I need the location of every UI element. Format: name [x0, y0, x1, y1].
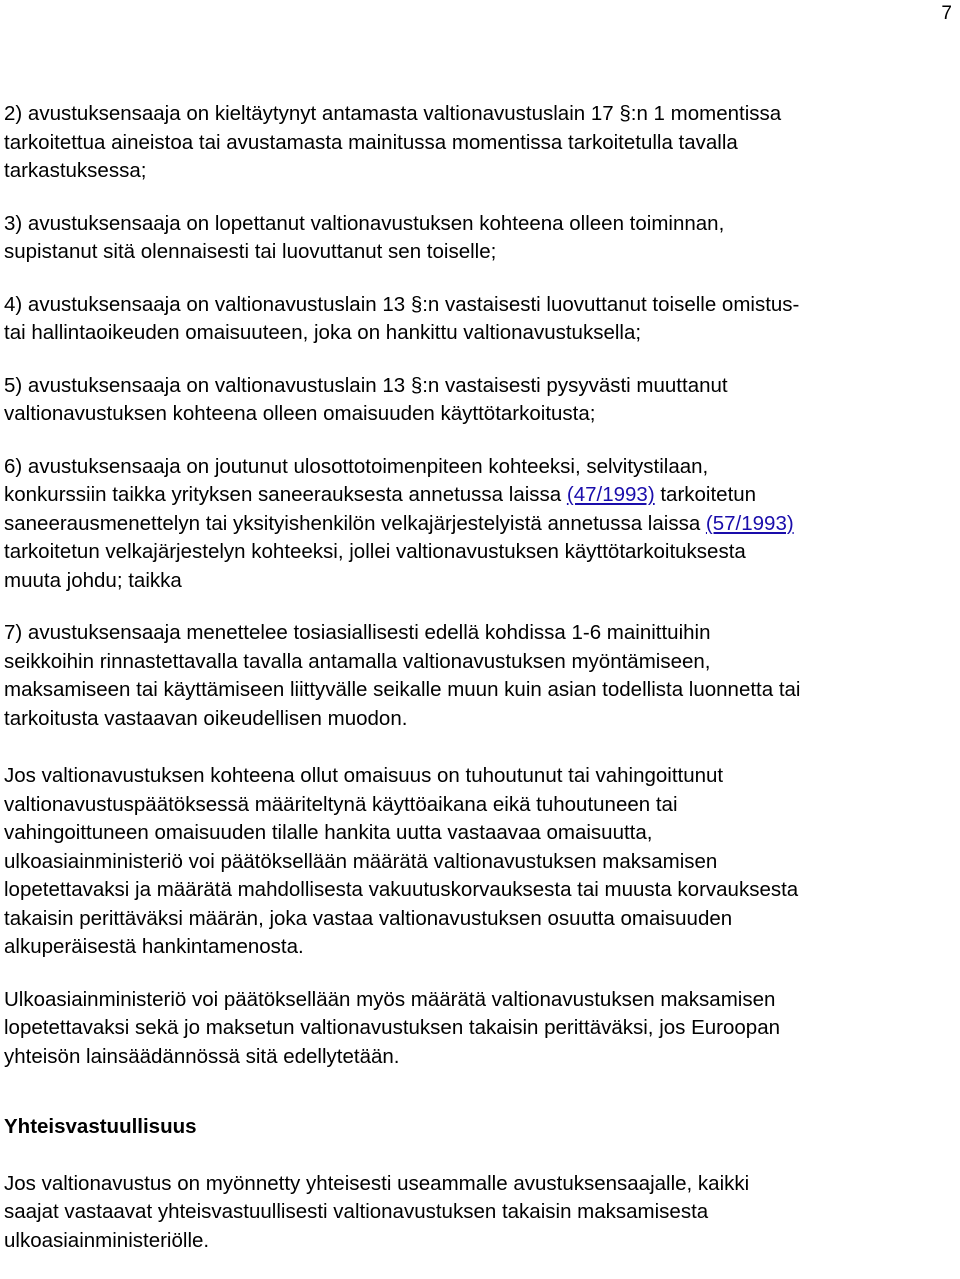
- paragraph-line: yhteisön lainsäädännössä sitä edellytetään.: [4, 1044, 400, 1068]
- paragraph-line: valtionavustuspäätöksessä määriteltynä käyttöaikana eikä tuhoutuneen tai: [4, 792, 678, 816]
- text-fragment: tarkoitetun: [654, 483, 757, 506]
- list-item-4-line: tai hallintaoikeuden omaisuuteen, joka on hankittu valtionavustuksella;: [4, 321, 642, 344]
- paragraph-line: lopetettavaksi sekä jo maksetun valtionavustuksen takaisin perittäväksi, jos Euroopan: [4, 1016, 781, 1039]
- page-number: 7: [941, 3, 952, 24]
- list-item-5: [4, 372, 956, 429]
- list-item-6-line: [4, 481, 956, 510]
- paragraph-line: ulkoasiainministeriölle.: [4, 1228, 210, 1252]
- list-item-2-line: tarkastuksessa;: [4, 159, 147, 182]
- paragraph-line: Ulkoasiainministeriö voi päätöksellään myös määrätä valtionavustuksen maksamisen: [4, 987, 776, 1011]
- paragraph-line: Jos valtionavustuksen kohteena ollut omaisuus on tuhoutunut tai vahingoittunut: [4, 764, 724, 787]
- paragraph-line: Jos valtionavustus on myönnetty yhteisesti useammalle avustuksensaajalle, kaikki: [4, 1171, 750, 1195]
- text-fragment: saneerausmenettelyn tai yksityishenkilön velkajärjestelyistä annetussa laissa: [4, 511, 706, 535]
- list-item-7-line: tarkoitusta vastaavan oikeudellisen muodon.: [4, 706, 408, 730]
- paragraph-line: ulkoasiainministeriö voi päätöksellään määrätä valtionavustuksen maksamisen: [4, 849, 718, 873]
- paragraph-line: saajat vastaavat yhteisvastuullisesti valtionavustuksen takaisin maksamisesta: [4, 1200, 709, 1223]
- paragraph-line: alkuperäisestä hankintamenosta.: [4, 935, 304, 958]
- paragraph-destroyed-property: [4, 762, 956, 962]
- document-body: [4, 100, 956, 1279]
- list-item-6-line: muuta johdu; taikka: [4, 568, 182, 592]
- list-item-7-line: 7) avustuksensaaja menettelee tosiasiallisesti edellä kohdissa 1-6 mainittuihin: [4, 621, 711, 644]
- list-item-2-line: tarkoitettua aineistoa tai avustamasta mainitussa momentissa tarkoitetulla tavalla: [4, 130, 738, 154]
- list-item-7-line: seikkoihin rinnastettavalla tavalla antamalla valtionavustuksen myöntämiseen,: [4, 649, 711, 673]
- section-heading: Yhteisvastuullisuus: [4, 1115, 197, 1138]
- list-item-4-line: 4) avustuksensaaja on valtionavustuslain 13 §:n vastaisesti luovuttanut toiselle omistus-: [4, 292, 800, 316]
- list-item-2-line: 2) avustuksensaaja on kieltäytynyt antamasta valtionavustuslain 17 §:n 1 momentissa: [4, 102, 782, 125]
- list-item-4: [4, 291, 956, 348]
- list-item-6-line: 6) avustuksensaaja on joutunut ulosottotoimenpiteen kohteeksi, selvitystilaan,: [4, 454, 709, 478]
- text-fragment: konkurssiin taikka yrityksen saneerauksesta annetussa laissa: [4, 483, 567, 506]
- paragraph-eu-legislation: [4, 986, 956, 1072]
- law-link-57-1993[interactable]: (57/1993): [705, 511, 794, 535]
- list-item-5-line: 5) avustuksensaaja on valtionavustuslain 13 §:n vastaisesti pysyvästi muuttanut: [4, 373, 728, 397]
- list-item-2: [4, 100, 956, 186]
- list-item-3-line: supistanut sitä olennaisesti tai luovuttanut sen toiselle;: [4, 240, 497, 263]
- list-item-6-line: [4, 510, 956, 539]
- list-item-6-line: tarkoitetun velkajärjestelyn kohteeksi, jollei valtionavustuksen käyttötarkoituksesta: [4, 540, 746, 563]
- law-link-47-1993[interactable]: (47/1993): [566, 483, 655, 506]
- list-item-5-line: valtionavustuksen kohteena olleen omaisuuden käyttötarkoitusta;: [4, 402, 596, 425]
- paragraph-line: vahingoittuneen omaisuuden tilalle hankita uutta vastaavaa omaisuutta,: [4, 821, 653, 844]
- paragraph-line: takaisin perittäväksi määrän, joka vastaa valtionavustuksen osuutta omaisuuden: [4, 906, 733, 930]
- paragraph-line: lopetettavaksi ja määrätä mahdollisesta vakuutuskorvauksesta tai muusta korvauksesta: [4, 878, 799, 901]
- list-item-3: [4, 210, 956, 267]
- list-item-3-line: 3) avustuksensaaja on lopettanut valtionavustuksen kohteena olleen toiminnan,: [4, 211, 725, 235]
- paragraph-joint-liability: [4, 1170, 956, 1256]
- list-item-6: [4, 453, 956, 596]
- list-item-7: [4, 619, 956, 733]
- list-item-7-line: maksamiseen tai käyttämiseen liittyvälle seikalle muun kuin asian todellista luonnetta tai: [4, 678, 801, 701]
